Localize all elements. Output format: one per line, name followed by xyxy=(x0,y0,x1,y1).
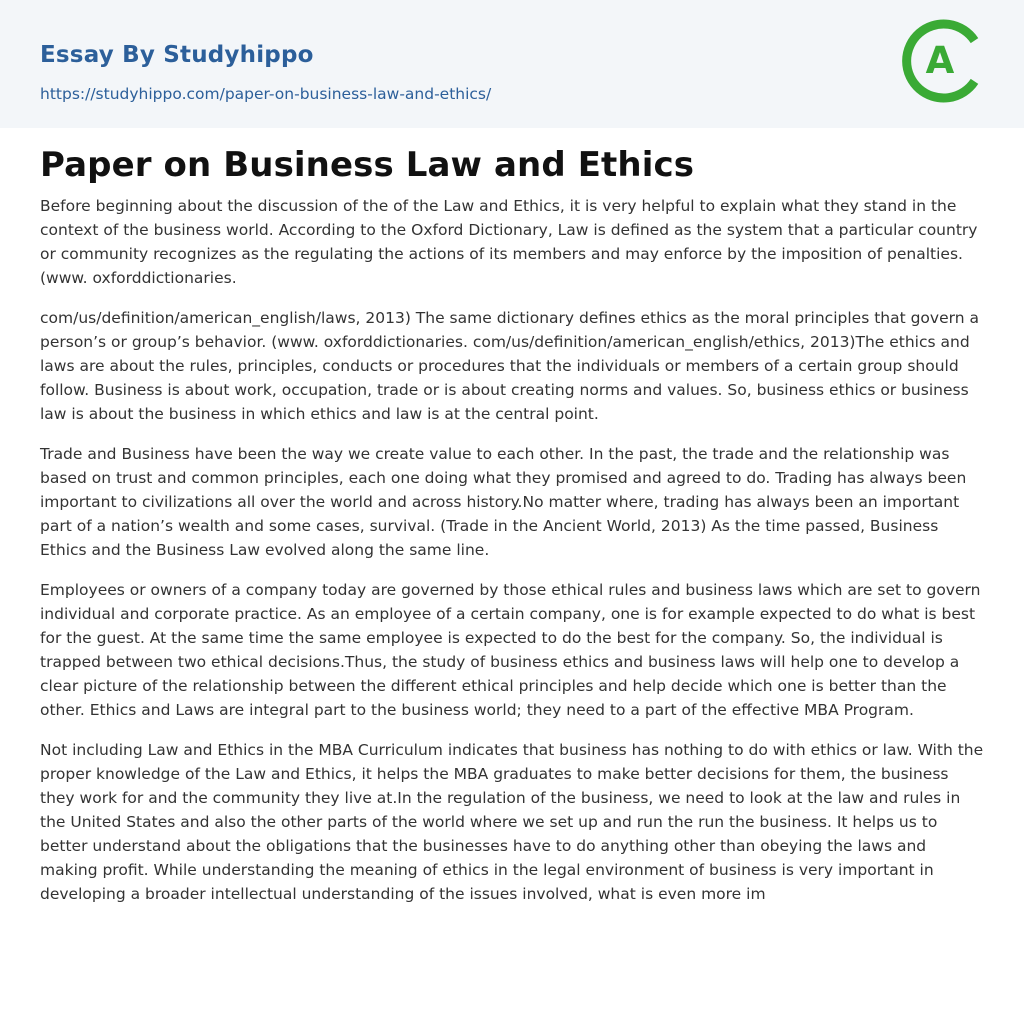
page-url-link[interactable]: https://studyhippo.com/paper-on-business-law-and-ethics/ xyxy=(40,85,492,103)
paragraph: com/us/definition/american_english/laws, 2013) The same dictionary defines ethics as the moral principles that govern a person’s or group’s behavior. (www. oxforddictionaries. com/us/definition/american_english/ethics, 2013)The ethics and laws are about the rules, principles, conducts or procedures that the individuals or members of a certain group should follow. Business is about work, occupation, trade or is about creating norms and values. So, business ethics or business law is about the business in which ethics and law is at the central point. xyxy=(40,309,979,423)
site-brand[interactable]: Essay By Studyhippo xyxy=(40,42,314,68)
site-header xyxy=(0,0,1024,128)
paragraph: Trade and Business have been the way we create value to each other. In the past, the trade and the relationship was based on trust and common principles, each one doing what they promised and agreed to do. Trading has always been important to civilizations all over the world and across history.No matter where, trading has always been an important part of a nation’s wealth and some cases, survival. (Trade in the Ancient World, 2013) As the time passed, Business Ethics and the Business Law evolved along the same line. xyxy=(40,445,967,559)
paragraph: Not including Law and Ethics in the MBA Curriculum indicates that business has nothing to do with ethics or law. With the proper knowledge of the Law and Ethics, it helps the MBA graduates to make better decisions for them, the business they work for and the community they live at.In the regulation of the business, we need to look at the law and rules in the United States and also the other parts of the world where we set up and run the run the business. It helps us to better understand about the obligations that the businesses have to do anything other than obeying the laws and making profit. While understanding the meaning of ethics in the legal environment of business is very important in developing a broader intellectual understanding of the issues involved, what is even more im xyxy=(40,741,984,903)
paragraph: Employees or owners of a company today are governed by those ethical rules and business laws which are set to govern individual and corporate practice. As an employee of a certain company, one is for example expected to do what is best for the guest. At the same time the same employee is expected to do the best for the company. So, the individual is trapped between two ethical decisions.Thus, the study of business ethics and business laws will help one to develop a clear picture of the relationship between the different ethical principles and help decide which one is better than the other. Ethics and Laws are integral part to the business world; they need to a part of the effective MBA Program. xyxy=(40,581,981,719)
paragraph: Before beginning about the discussion of the of the Law and Ethics, it is very helpful to explain what they stand in the context of the business world. According to the Oxford Dictionary, Law is defined as the system that a particular country or community recognizes as the regulating the actions of its members and may enforce by the imposition of penalties. (www. oxforddictionaries. xyxy=(40,197,978,287)
page-title: Paper on Business Law and Ethics xyxy=(40,145,695,185)
article-body xyxy=(40,194,986,922)
studyhippo-logo-icon[interactable] xyxy=(902,18,988,104)
logo-letter: A xyxy=(925,39,955,82)
